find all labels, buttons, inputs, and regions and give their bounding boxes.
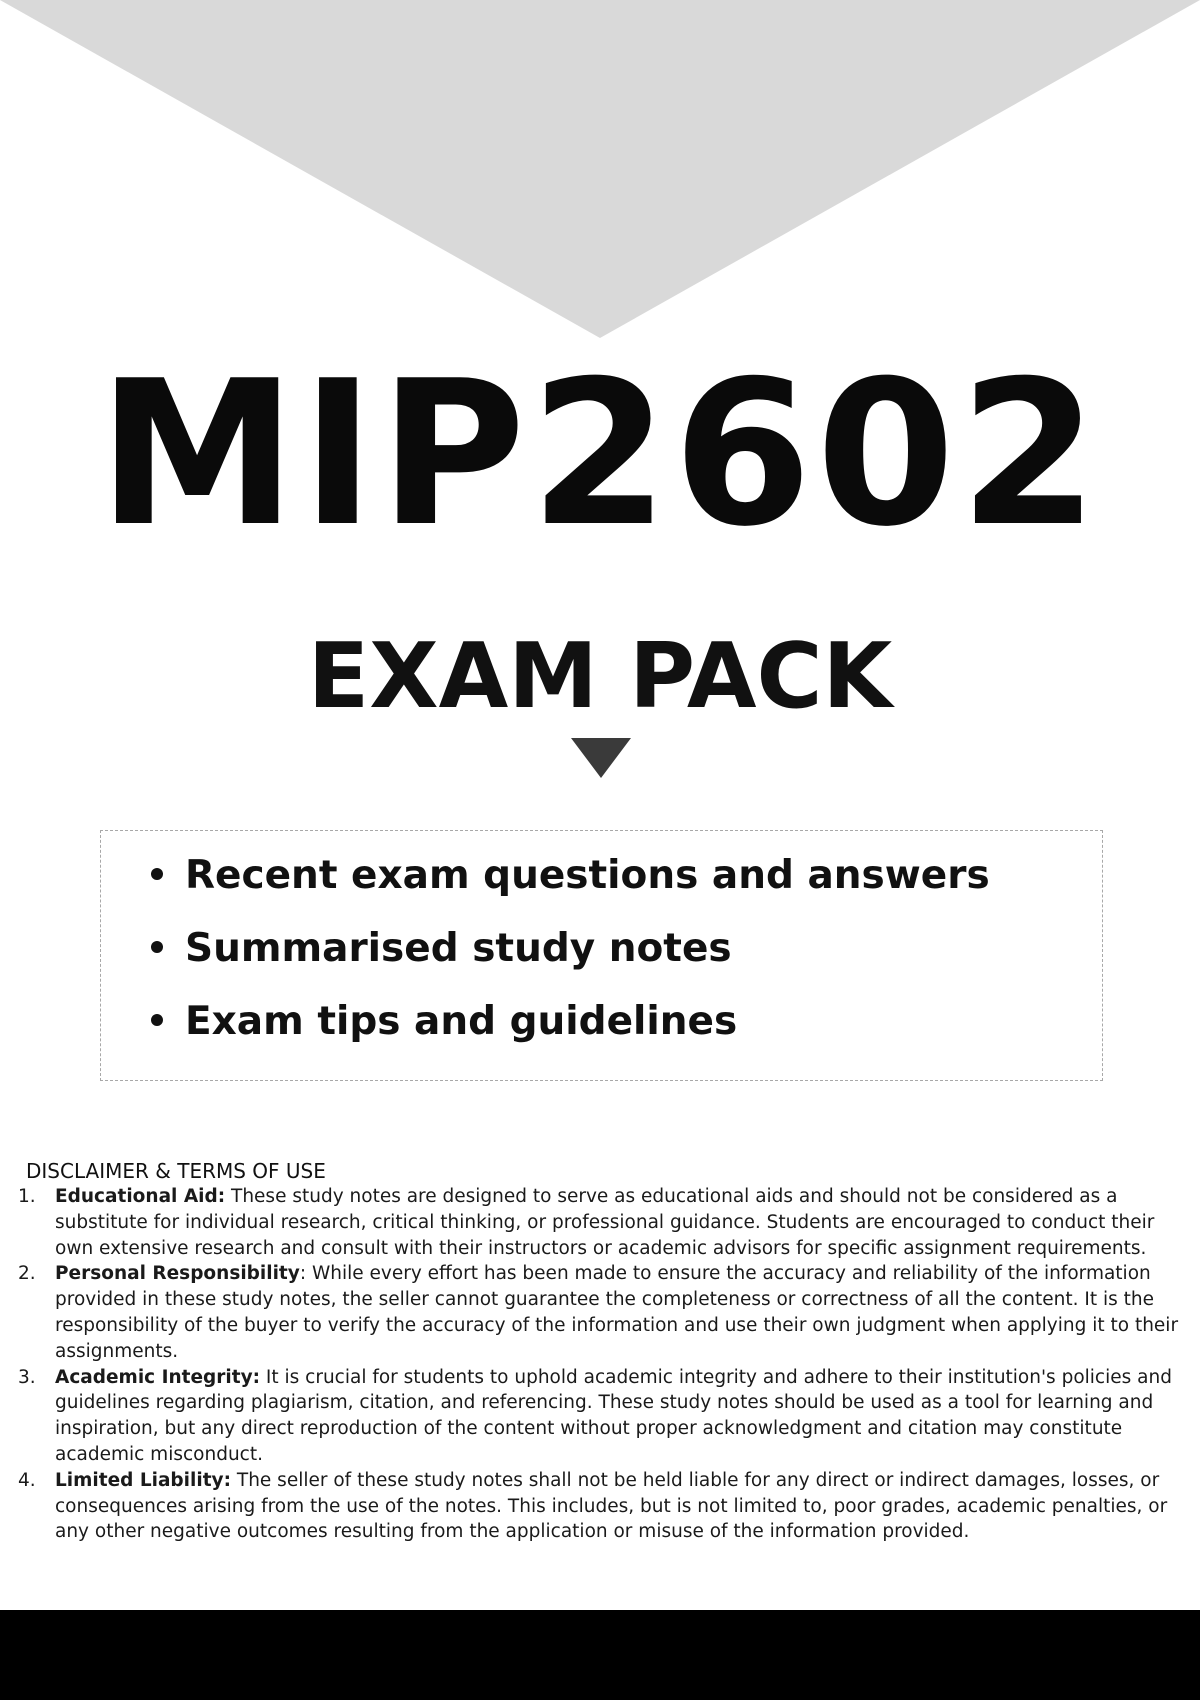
disclaimer-title: DISCLAIMER & TERMS OF USE <box>26 1159 326 1183</box>
term-item-personal-responsibility <box>18 1261 1184 1364</box>
feature-label: Summarised study notes <box>185 926 732 971</box>
term-text: : While every effort has been made to ensure the accuracy and reliability of the information provided in these study notes, the seller cannot guarantee the completeness or correctness of all the content. It is the responsibility of the buyer to verify the accuracy of the information and use their own judgment when applying it to their assignments. <box>55 1263 1179 1362</box>
term-heading: Academic Integrity: <box>55 1366 261 1388</box>
term-number: 4. <box>18 1469 36 1491</box>
term-heading: Limited Liability: <box>55 1469 232 1491</box>
down-arrow-icon <box>571 738 631 778</box>
disclaimer-section <box>18 1158 1184 1545</box>
term-heading: Personal Responsibility <box>55 1263 300 1285</box>
term-heading: Educational Aid: <box>55 1186 226 1207</box>
term-item-academic-integrity <box>18 1365 1184 1468</box>
term-text: The seller of these study notes shall not be held liable for any direct or indirect damages, losses, or consequences arising from the use of the notes. This includes, but is not limited to, poor grades, academic penalties, or any other negative outcomes resulting from the application or misuse of the information provided. <box>55 1469 1168 1543</box>
term-number: 1. <box>18 1186 36 1207</box>
course-code-title: MIP2602 <box>97 338 1103 571</box>
top-chevron-decoration <box>0 0 1200 340</box>
bullet-icon <box>151 1014 163 1026</box>
term-item-educational-aid <box>18 1184 1184 1261</box>
feature-label: Recent exam questions and answers <box>185 853 990 898</box>
term-number: 3. <box>18 1366 36 1388</box>
footer-bar <box>0 1610 1200 1700</box>
chevron-shape <box>0 0 1200 338</box>
feature-label: Exam tips and guidelines <box>185 999 738 1044</box>
bullet-icon <box>151 868 163 880</box>
features-list <box>151 839 990 1058</box>
term-text: These study notes are designed to serve as educational aids and should not be considered as a substitute for individual research, critical thinking, or professional guidance. Students are encouraged to conduct their own extensive research and consult with their instructors or academic advisors for specific assignment requirements. <box>55 1186 1155 1259</box>
term-number: 2. <box>18 1263 36 1285</box>
terms-list <box>18 1184 1184 1545</box>
feature-item <box>151 839 990 912</box>
feature-item <box>151 985 990 1058</box>
term-text: It is crucial for students to uphold academic integrity and adhere to their institution's policies and guidelines regarding plagiarism, citation, and referencing. These study notes should be used as a tool for learning and inspiration, but any direct reproduction of the content without proper acknowledgment and citation may constitute academic misconduct. <box>55 1366 1172 1465</box>
feature-item <box>151 912 990 985</box>
features-box <box>100 830 1103 1081</box>
bullet-icon <box>151 941 163 953</box>
exam-pack-subtitle: EXAM PACK <box>307 624 893 729</box>
term-item-limited-liability <box>18 1468 1184 1545</box>
